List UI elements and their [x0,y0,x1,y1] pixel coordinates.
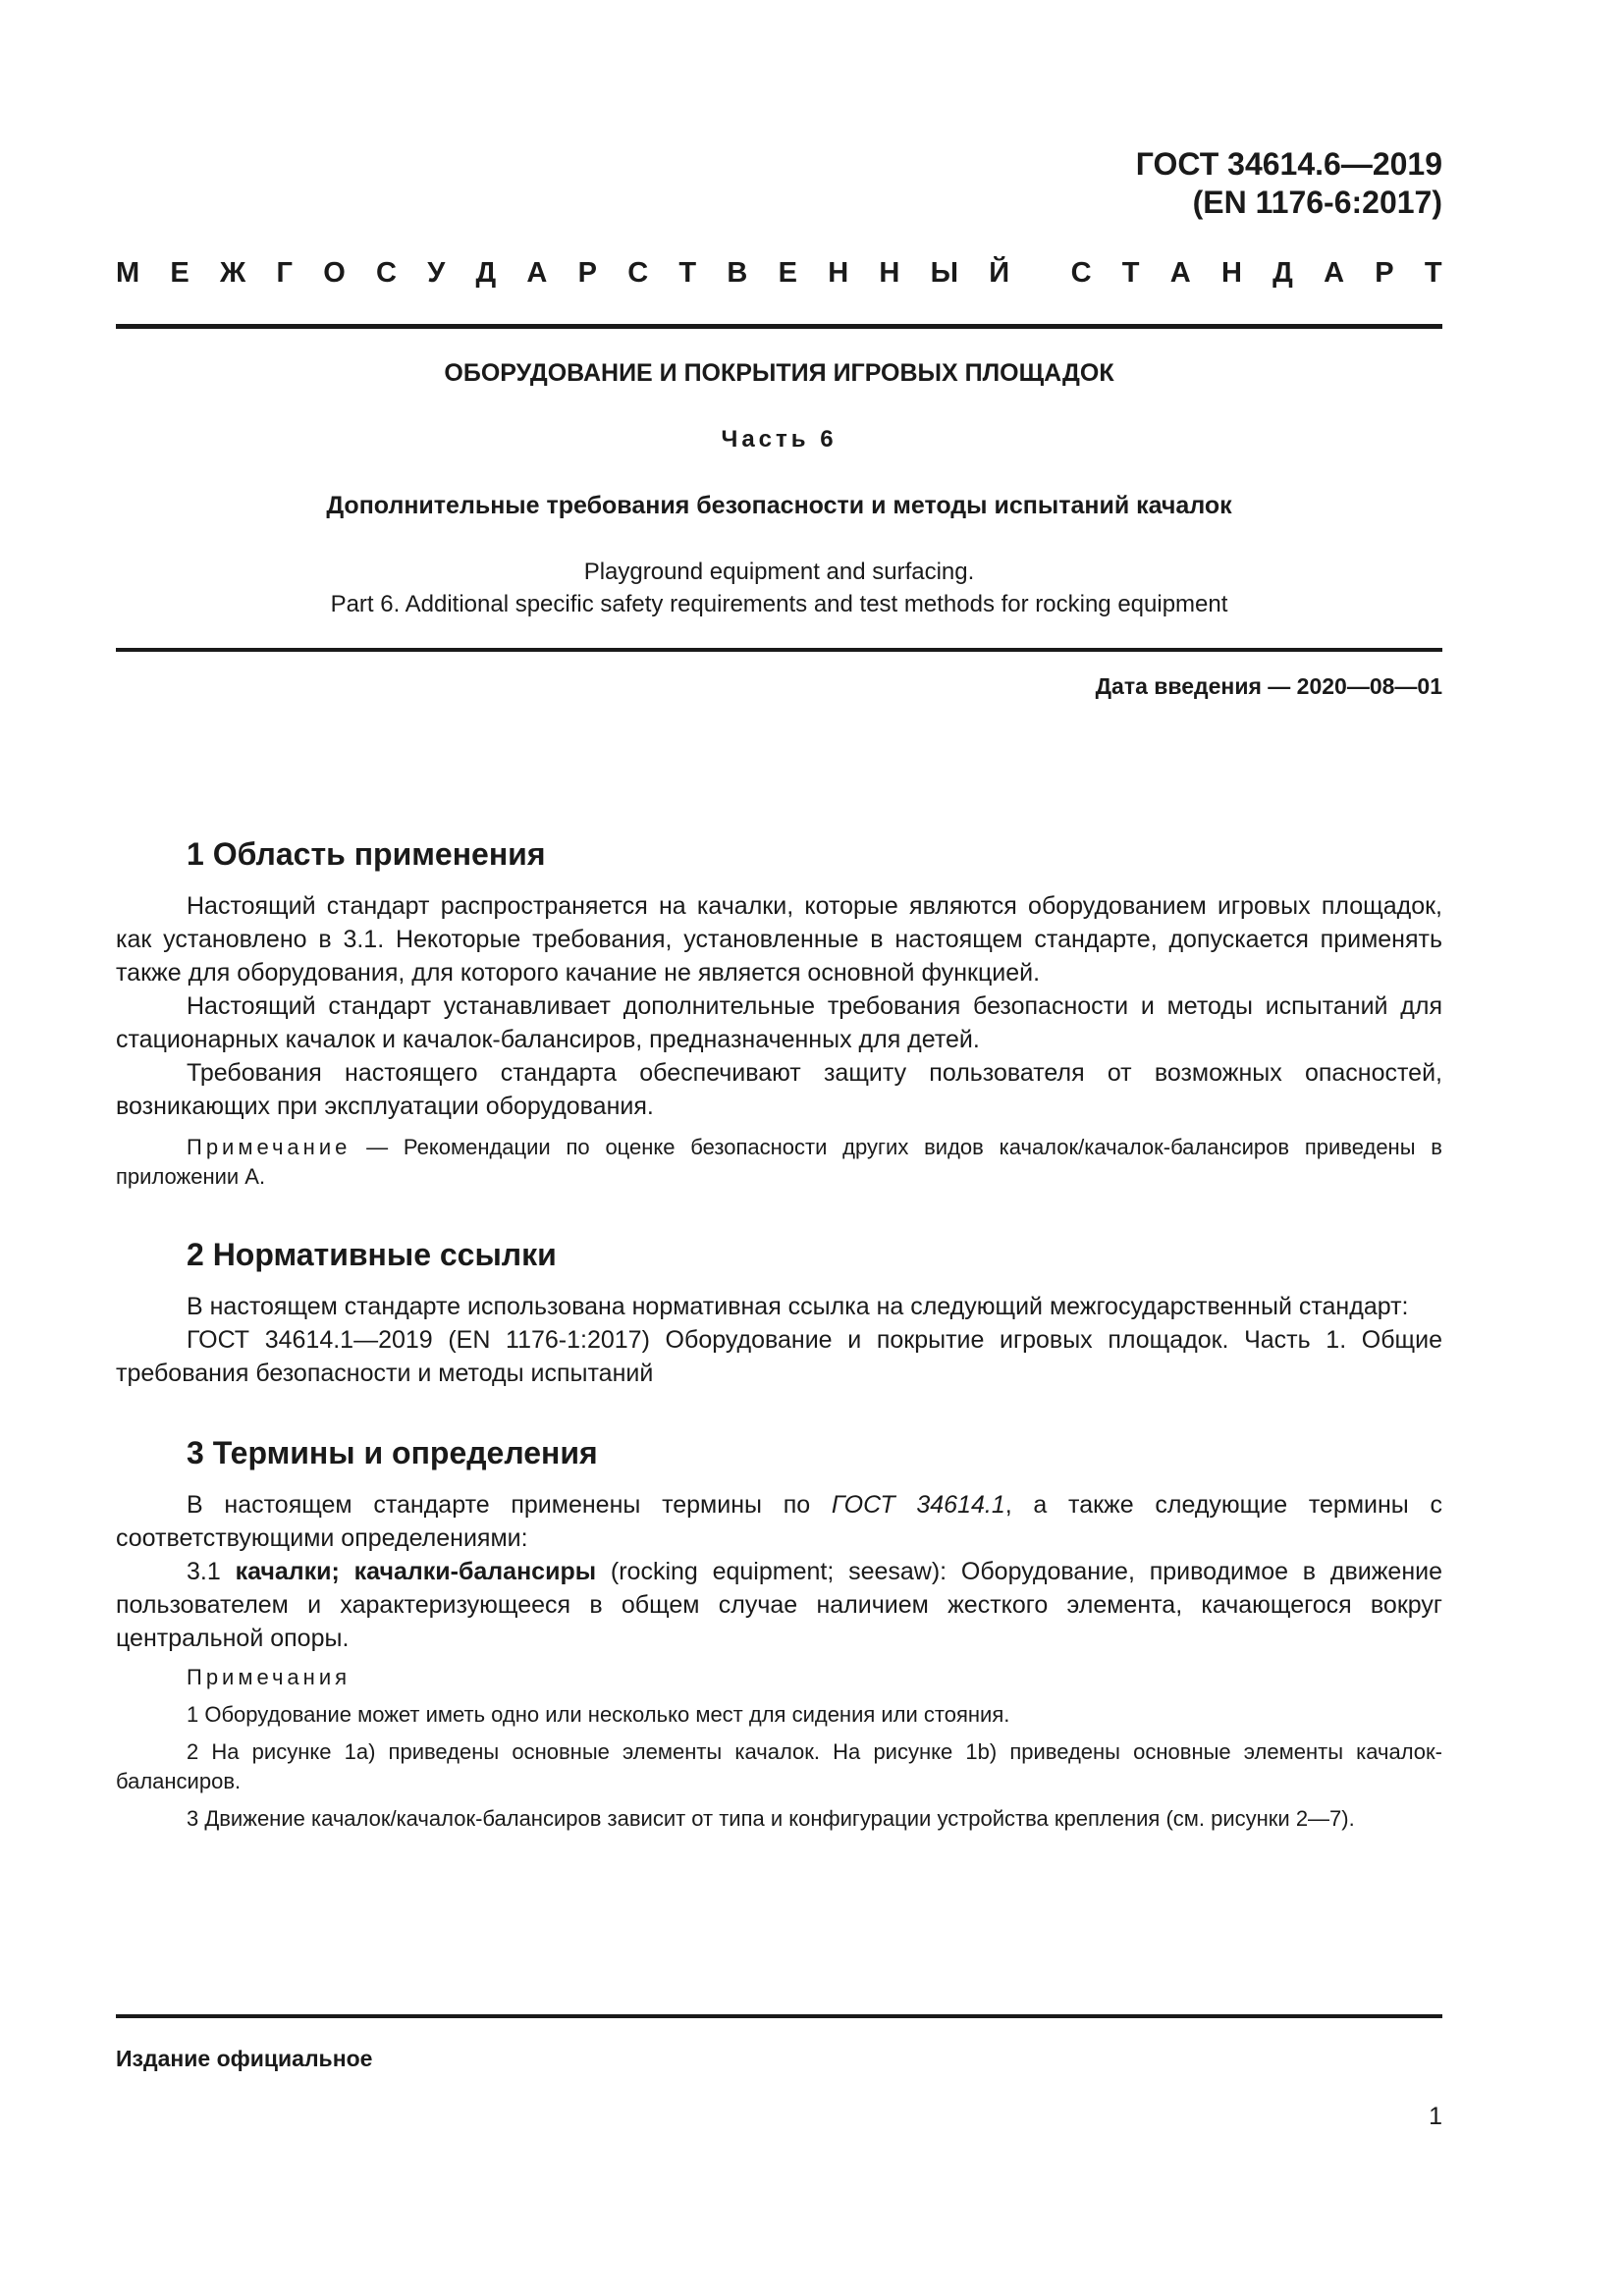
section-normative-references [116,1235,1442,1390]
standard-part: Часть 6 [721,426,838,453]
note-item: 2 На рисунке 1a) приведены основные элементы качалок. На рисунке 1b) приведены основные элементы качалок-балансиров. [116,1739,1442,1793]
heading-letter: С [1070,257,1092,289]
page-number: 1 [1429,2103,1442,2130]
heading-letter: Д [475,257,497,289]
heading-letter: Н [1220,257,1242,289]
heading-letter: Н [879,257,900,289]
title-divider [116,648,1442,652]
heading-letter: А [1169,257,1191,289]
heading-letter: Т [1424,257,1442,289]
document-number [1136,145,1442,222]
standard-subtitle: Дополнительные требования безопасности и методы испытаний качалок [326,492,1232,519]
text-run: , а также следующие термины с соответствующими определениями: [116,1491,1442,1552]
reference-paragraph: ГОСТ 34614.1—2019 (EN 1176-1:2017) Оборудование и покрытие игровых площадок. Часть 1. Общие требования безопасности и методы испытаний [116,1326,1442,1387]
standard-title: ОБОРУДОВАНИЕ И ПОКРЫТИЯ ИГРОВЫХ ПЛОЩАДОК [444,359,1114,387]
heading-letter: М [116,257,140,289]
official-edition-label: Издание официальное [116,2046,373,2071]
heading-letter: Ж [220,257,246,289]
notes-block [116,1663,1442,1834]
heading-letter: Т [678,257,697,289]
document-number-gost: ГОСТ 34614.6—2019 [1135,146,1442,182]
heading-letter: В [727,257,748,289]
heading-letter: Е [778,257,797,289]
heading-letter: А [1324,257,1345,289]
paragraph: В настоящем стандарте использована нормативная ссылка на следующий межгосударственный стандарт: [187,1293,1409,1320]
heading-letter: Т [1121,257,1140,289]
english-title-line-1: Playground equipment and surfacing. [583,559,975,585]
heading-letter: Е [170,257,189,289]
heading-letter: У [427,257,446,289]
paragraph: Настоящий стандарт устанавливает дополнительные требования безопасности и методы испытаний для стационарных качалок и качалок-балансиров, предназначенных для детей. [116,992,1442,1053]
heading-letter: О [323,257,346,289]
english-title-line-2: Part 6. Additional specific safety requirements and test methods for rocking equipment [330,591,1228,617]
heading-letter: А [526,257,548,289]
note [116,1133,1442,1192]
paragraph [116,1488,1442,1555]
paragraph: Требования настоящего стандарта обеспечивают защиту пользователя от возможных опасностей, возникающих при эксплуатации оборудования. [116,1059,1442,1120]
heading-letter: Р [1375,257,1394,289]
section-heading: 2 Нормативные ссылки [187,1237,557,1272]
heading-letter: Г [276,257,293,289]
document-number-en: (EN 1176-6:2017) [1192,185,1442,220]
term-name: качалки; качалки-балансиры [235,1558,597,1585]
heading-letter: Н [828,257,849,289]
heading-letter: С [376,257,397,289]
introduction-date: Дата введения — 2020—08—01 [1095,673,1442,699]
document-body [116,834,1442,1834]
heading-letter: Д [1272,257,1293,289]
heading-letter: Ы [930,257,958,289]
heading-letter: Р [577,257,597,289]
interstate-standard-heading [116,257,1442,290]
footer-divider [116,2014,1442,2018]
notes-title: Примечания [187,1665,352,1689]
section-terms-definitions [116,1433,1442,1834]
term-text: (rocking equipment; seesaw): Оборудование, приводимое в движение пользователем и характеризующееся в общем случае наличием жесткого элемента, качающегося вокруг центральной опоры. [116,1558,1443,1652]
section-heading: 1 Область применения [187,836,546,872]
term-number: 3.1 [187,1558,236,1585]
term-definition [116,1555,1442,1655]
text-run: В настоящем стандарте применены термины по [187,1491,832,1519]
english-title [116,556,1442,620]
section-heading: 3 Термины и определения [187,1435,598,1470]
note-item: 3 Движение качалок/качалок-балансиров зависит от типа и конфигурации устройства крепления (см. рисунки 2—7). [187,1806,1355,1831]
standard-reference: ГОСТ 34614.1 [831,1491,1005,1519]
paragraph: Настоящий стандарт распространяется на качалки, которые являются оборудованием игровых площадок, как установлено в 3.1. Некоторые требования, установленные в настоящем стандарте, допускается применять также для оборудования, для которого качание не является основной функцией. [116,892,1442,987]
note-label: Примечание [187,1135,352,1159]
heading-letter: Й [989,257,1010,289]
note-text: — Рекомендации по оценке безопасности других видов качалок/качалок-балансиров приведены в приложении А. [116,1135,1442,1189]
section-scope [116,834,1442,1192]
top-divider [116,324,1442,329]
heading-letter: С [627,257,649,289]
note-item: 1 Оборудование может иметь одно или несколько мест для сидения или стояния. [187,1702,1010,1727]
